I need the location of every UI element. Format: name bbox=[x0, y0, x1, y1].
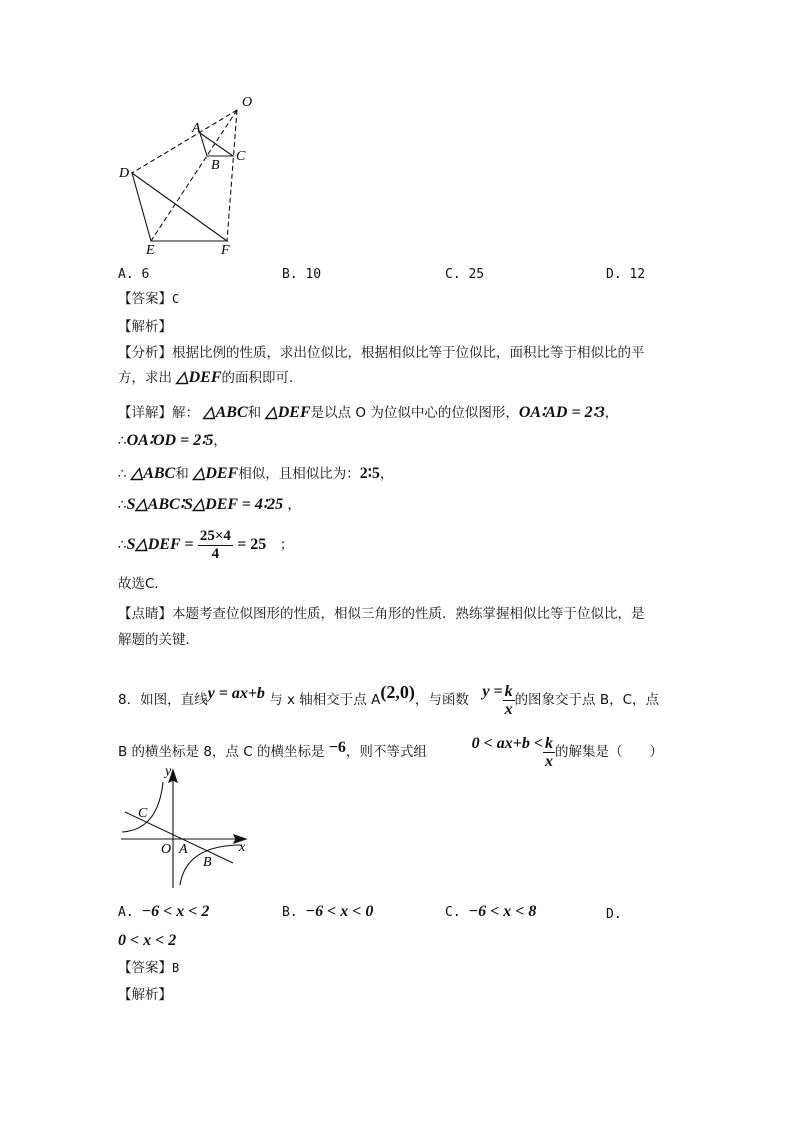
option-d: D. 12 bbox=[606, 267, 646, 282]
answer-line: 【答案】C bbox=[118, 291, 180, 307]
xiangjie-line-4: ∴S△ABC∶S△DEF = 4∶25 ， bbox=[118, 496, 301, 513]
label-c: C bbox=[236, 149, 246, 164]
q8-option-d-expr: 0 < x < 2 bbox=[118, 932, 177, 949]
question-8-line-1: 8．如图，直线y = ax+b 与 x 轴相交于点 A(2,0)，与函数 y = $\frac{k}{x}$ 的图象交于点 B，C，点 bbox=[118, 682, 660, 718]
label-b: B bbox=[203, 855, 212, 870]
q8-option-b: B. −6 < x < 0 bbox=[282, 903, 374, 920]
option-a: A. 6 bbox=[118, 267, 150, 282]
xiangjie-line-3: ∴ △ABC和 △DEF相似，且相似比为：2∶5， bbox=[118, 465, 394, 482]
label-c: C bbox=[138, 806, 148, 821]
label-e: E bbox=[146, 243, 155, 258]
xiangjie-line-2: ∴OA∶OD = 2∶5， bbox=[118, 432, 227, 449]
label-d: D bbox=[119, 166, 130, 181]
label-b: B bbox=[211, 158, 220, 173]
q8-option-c: C. −6 < x < 8 bbox=[445, 903, 537, 920]
dianjing-line-1: 【点睛】本题考查位似图形的性质，相似三角形的性质．熟练掌握相似比等于位似比，是 bbox=[118, 606, 645, 622]
q8-option-a: A. −6 < x < 2 bbox=[118, 903, 210, 920]
label-origin: O bbox=[161, 842, 172, 857]
label-y-axis: y bbox=[165, 764, 172, 779]
label-a: A bbox=[179, 842, 188, 857]
analysis-heading: 【解析】 bbox=[118, 319, 172, 335]
option-c: C. 25 bbox=[445, 267, 485, 282]
xiangjie-line-1: 【详解】解： △ABC和 △DEF是以点 O 为位似中心的位似图形，OA∶AD = 2∶3， bbox=[118, 404, 619, 421]
q8-answer-line: 【答案】B bbox=[118, 960, 180, 976]
fenxi-line-2: 方，求出 △DEF的面积即可． bbox=[118, 369, 303, 386]
hyperbola-line-graph bbox=[121, 770, 246, 888]
label-a: A bbox=[192, 121, 201, 136]
option-b: B. 10 bbox=[282, 267, 322, 282]
question-8-line-2: B 的横坐标是 8，点 C 的横坐标是 −6，则不等式组 0 < ax+b < $\frac{k}{x}$ 的解集是（ ） bbox=[118, 734, 664, 770]
xiangjie-line-5: ∴S△DEF = $\frac{25\times 4}{4}$ = 25 ； bbox=[118, 527, 294, 562]
label-x-axis: x bbox=[239, 840, 246, 855]
q8-option-d-letter: D. bbox=[606, 907, 622, 922]
conclusion: 故选C． bbox=[118, 576, 168, 592]
dianjing-line-2: 解题的关键． bbox=[118, 632, 199, 648]
label-o: O bbox=[242, 95, 253, 110]
q8-analysis-heading: 【解析】 bbox=[118, 987, 172, 1003]
label-f: F bbox=[221, 243, 230, 258]
fenxi-line-1: 【分析】根据比例的性质，求出位似比，根据相似比等于位似比，面积比等于相似比的平 bbox=[118, 345, 645, 361]
